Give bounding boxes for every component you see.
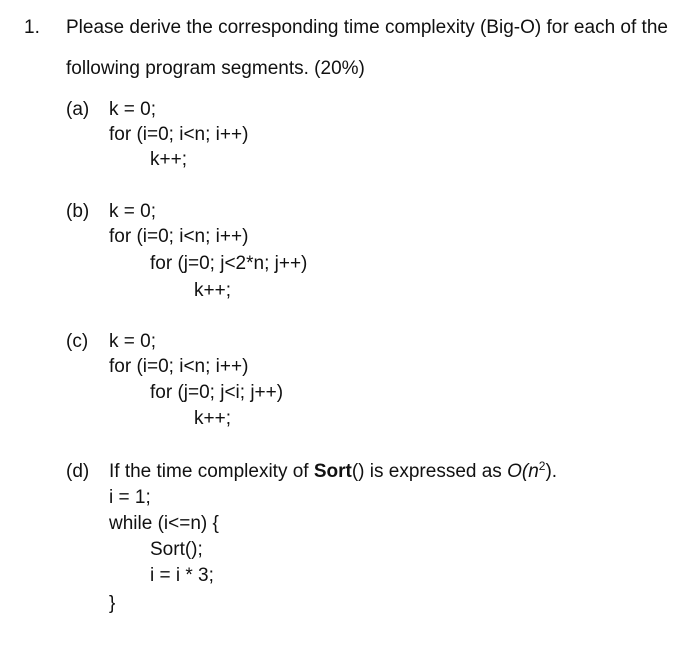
part-d-complexity-exponent: 2 [538, 459, 546, 473]
part-d-line-3: Sort(); [150, 539, 203, 560]
part-d-sort-func: Sort [313, 461, 352, 482]
part-b-line-2: for (i=0; i<n; i++) [109, 226, 249, 247]
part-a-line-2: for (i=0; i<n; i++) [109, 124, 249, 145]
part-c-line-4: k++; [194, 408, 231, 429]
part-d-line-2: while (i<=n) { [109, 513, 219, 534]
part-d-line-1: i = 1; [109, 487, 151, 508]
part-d-statement-suffix: ). [545, 461, 558, 482]
part-d-statement-prefix: If the time complexity of [109, 461, 314, 482]
part-c-line-3: for (j=0; j<i; j++) [150, 382, 284, 403]
part-d-line-5: } [109, 593, 116, 614]
part-b-line-3: for (j=0; j<2*n; j++) [150, 253, 308, 274]
part-b-line-4: k++; [194, 280, 231, 301]
part-d-statement-mid: () is expressed as [351, 461, 508, 482]
part-b-label: (b) [66, 201, 90, 222]
part-d-label: (d) [66, 461, 90, 482]
part-c-line-1: k = 0; [109, 331, 156, 352]
part-d-complexity-math: O(n [507, 461, 539, 482]
question-intro-line-1: Please derive the corresponding time complexity (Big-O) for each of the [66, 17, 668, 38]
part-a-label: (a) [66, 99, 90, 120]
question-intro-line-2: following program segments. (20%) [66, 58, 365, 79]
part-a-line-1: k = 0; [109, 99, 156, 120]
part-a-line-3: k++; [150, 149, 187, 170]
part-c-line-2: for (i=0; i<n; i++) [109, 356, 249, 377]
part-b-line-1: k = 0; [109, 201, 156, 222]
part-d-statement [109, 460, 557, 484]
part-d-line-4: i = i * 3; [150, 565, 214, 586]
part-c-label: (c) [66, 331, 89, 352]
question-number: 1. [24, 17, 40, 38]
